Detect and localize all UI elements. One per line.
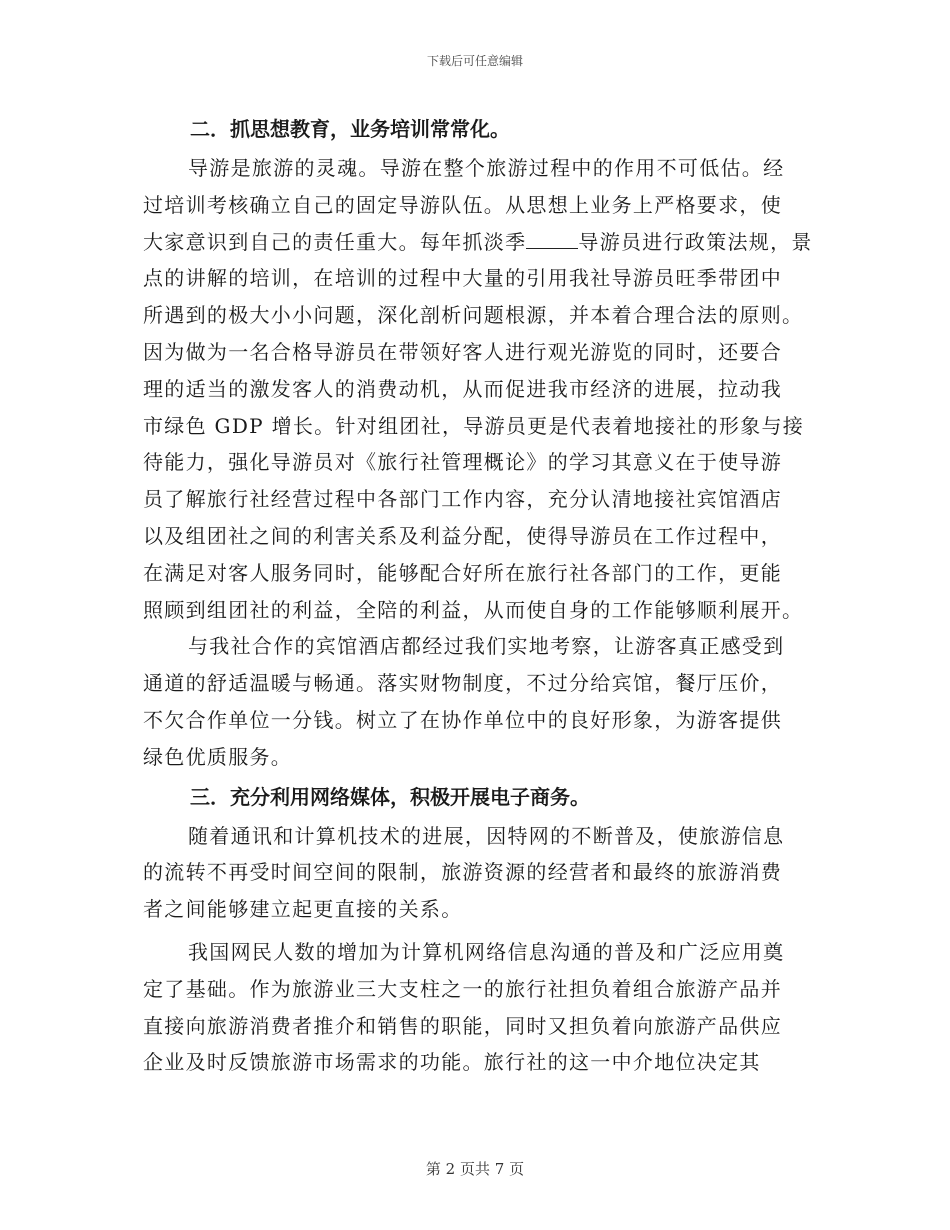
text-fragment: 导游员进行政策法规，景	[578, 229, 813, 254]
paragraph-4	[143, 934, 807, 1081]
text-line: 绿色优质服务。	[143, 744, 293, 769]
text-line: 随着通讯和计算机技术的进展，因特网的不断普及，使旅游信息	[188, 823, 785, 848]
section-heading-3: 三．充分利用网络媒体，积极开展电子商务。	[190, 784, 590, 809]
text-line: 通道的舒适温暖与畅通。落实财物制度，不过分给宾馆，餐厅压价，	[143, 671, 782, 696]
text-line: 企业及时反馈旅游市场需求的功能。旅行社的这一中介地位决定其	[143, 1050, 761, 1075]
text-line: 待能力，强化导游员对《旅行社管理概论》的学习其意义在于使导游	[143, 450, 782, 475]
paragraph-3	[143, 818, 807, 928]
document-body	[143, 108, 813, 1081]
text-line: 直接向旅游消费者推介和销售的职能，同时又担负着向旅游产品供应	[143, 1013, 782, 1038]
text-line: 员了解旅行社经营过程中各部门工作内容，充分认清地接社宾馆酒店	[143, 487, 782, 512]
text-line: 者之间能够建立起更直接的关系。	[143, 897, 463, 922]
text-line: 以及组团社之间的利害关系及利益分配，使得导游员在工作过程中，	[143, 523, 782, 548]
text-line: 因为做为一名合格导游员在带领好客人进行观光游览的同时，还要合	[143, 339, 782, 364]
text-line: 定了基础。作为旅游业三大支柱之一的旅行社担负着组合旅游产品并	[143, 976, 782, 1001]
text-line: 不欠合作单位一分钱。树立了在协作单位中的良好形象，为游客提供	[143, 707, 782, 732]
text-line: 在满足对客人服务同时，能够配合好所在旅行社各部门的工作，更能	[143, 560, 782, 585]
paragraph-1	[143, 150, 813, 628]
text-fragment: 大家意识到自己的责任重大。每年抓淡季	[143, 229, 527, 254]
text-line: 点的讲解的培训，在培训的过程中大量的引用我社导游员旺季带团中	[143, 266, 782, 291]
text-line: 所遇到的极大小小问题，深化剖析问题根源，并本着合理合法的原则。	[143, 303, 804, 328]
blank-underline	[526, 228, 578, 249]
section-heading-2: 二．抓思想教育，业务培训常常化。	[190, 117, 510, 141]
text-line	[143, 224, 813, 261]
paragraph-2	[143, 628, 807, 775]
text-line: 市绿色 GDP 增长。针对组团社，导游员更是代表着地接社的形象与接	[143, 413, 805, 438]
text-line: 的流转不再受时间空间的限制，旅游资源的经营者和最终的旅游消费	[143, 860, 782, 885]
text-line: 我国网民人数的增加为计算机网络信息沟通的普及和广泛应用奠	[188, 939, 785, 964]
text-line: 照顾到组团社的利益，全陪的利益，从而使自身的工作能够顺利展开。	[143, 597, 804, 622]
page-header: 下载后可任意编辑	[426, 54, 523, 68]
text-line: 过培训考核确立自己的固定导游队伍。从思想上业务上严格要求，使	[143, 192, 782, 217]
page-footer: 第 2 页共 7 页	[425, 1160, 525, 1178]
text-line: 理的适当的激发客人的消费动机，从而促进我市经济的进展，拉动我	[143, 376, 782, 401]
text-line: 与我社合作的宾馆酒店都经过我们实地考察，让游客真正感受到	[188, 634, 785, 659]
text-line: 导游是旅游的灵魂。导游在整个旅游过程中的作用不可低估。经	[188, 156, 785, 180]
